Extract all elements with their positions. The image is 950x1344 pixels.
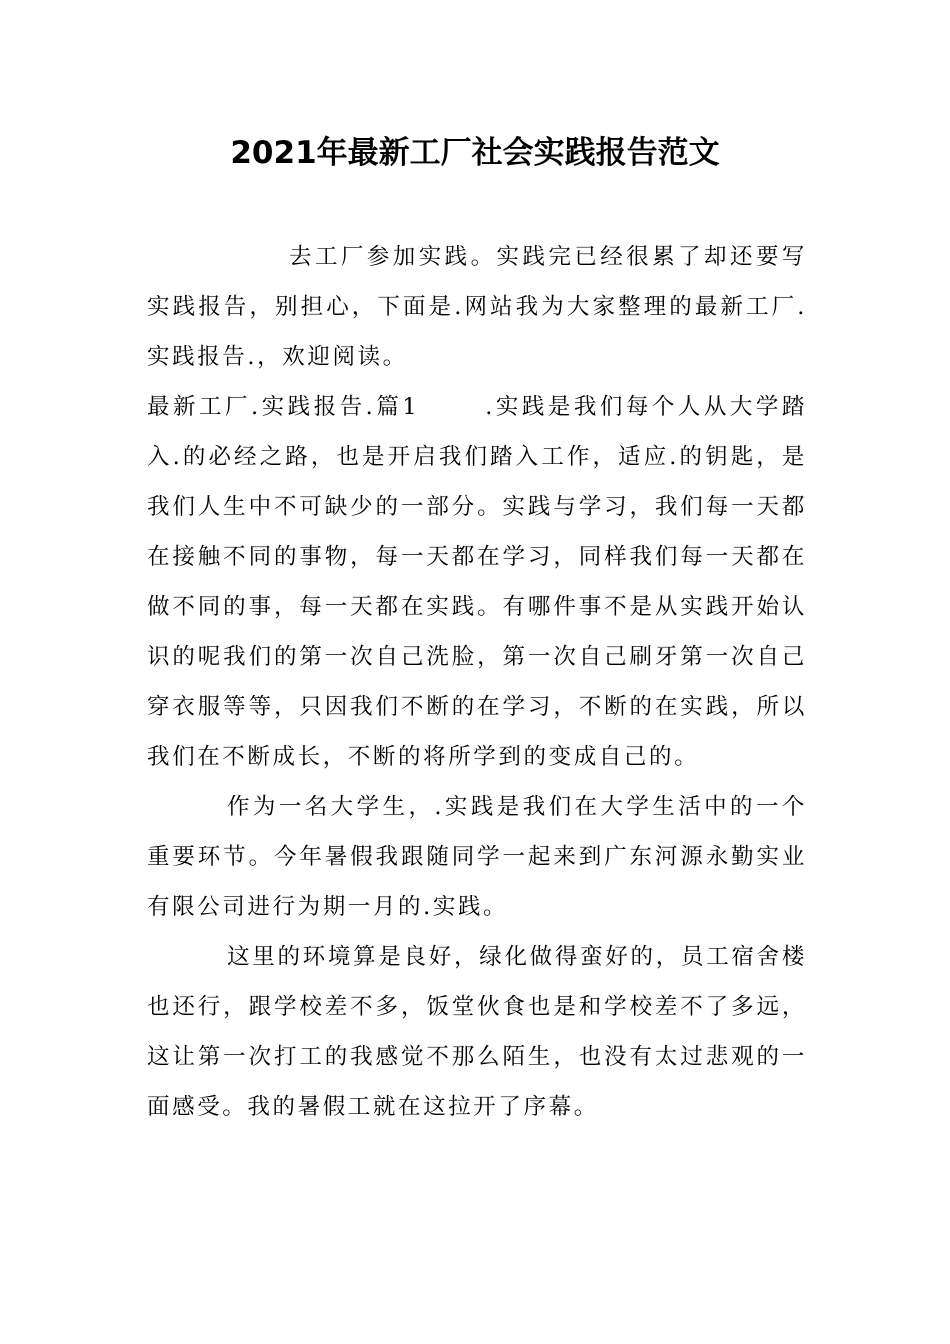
body-paragraph-3: 这里的环境算是良好，绿化做得蛮好的，员工宿舍楼也还行，跟学校差不多，饭堂伙食也是和学校差不了多远，这让第一次打工的我感觉不那么陌生，也没有太过悲观的一面感受。我的暑假工就在这拉开了序幕。 (147, 944, 807, 1120)
document-title: 2021年最新工厂社会实践报告范文 (230, 135, 720, 171)
chapter-paragraph (147, 382, 807, 782)
chapter-heading: 最新工厂.实践报告.篇1 (147, 394, 420, 420)
body-paragraph-2: 作为一名大学生，.实践是我们在大学生活中的一个重要环节。今年暑假我跟随同学一起来到广东河源永勤实业有限公司进行为期一月的.实践。 (147, 794, 807, 920)
chapter-body: .实践是我们每个人从大学踏入.的必经之路，也是开启我们踏入工作，适应.的钥匙，是我们人生中不可缺少的一部分。实践与学习，我们每一天都在接触不同的事物，每一天都在学习，同样我们每一天都在做不同的事，每一天都在实践。有哪件事不是从实践开始认识的呢我们的第一次自己洗脸，第一次自己刷牙第一次自己穿衣服等等，只因我们不断的在学习，不断的在实践，所以我们在不断成长，不断的将所学到的变成自己的。 (147, 394, 807, 770)
document-body (147, 232, 807, 1132)
intro-paragraph: 去工厂参加实践。实践完已经很累了却还要写实践报告，别担心，下面是.网站我为大家整理的最新工厂.实践报告.，欢迎阅读。 (147, 244, 807, 370)
